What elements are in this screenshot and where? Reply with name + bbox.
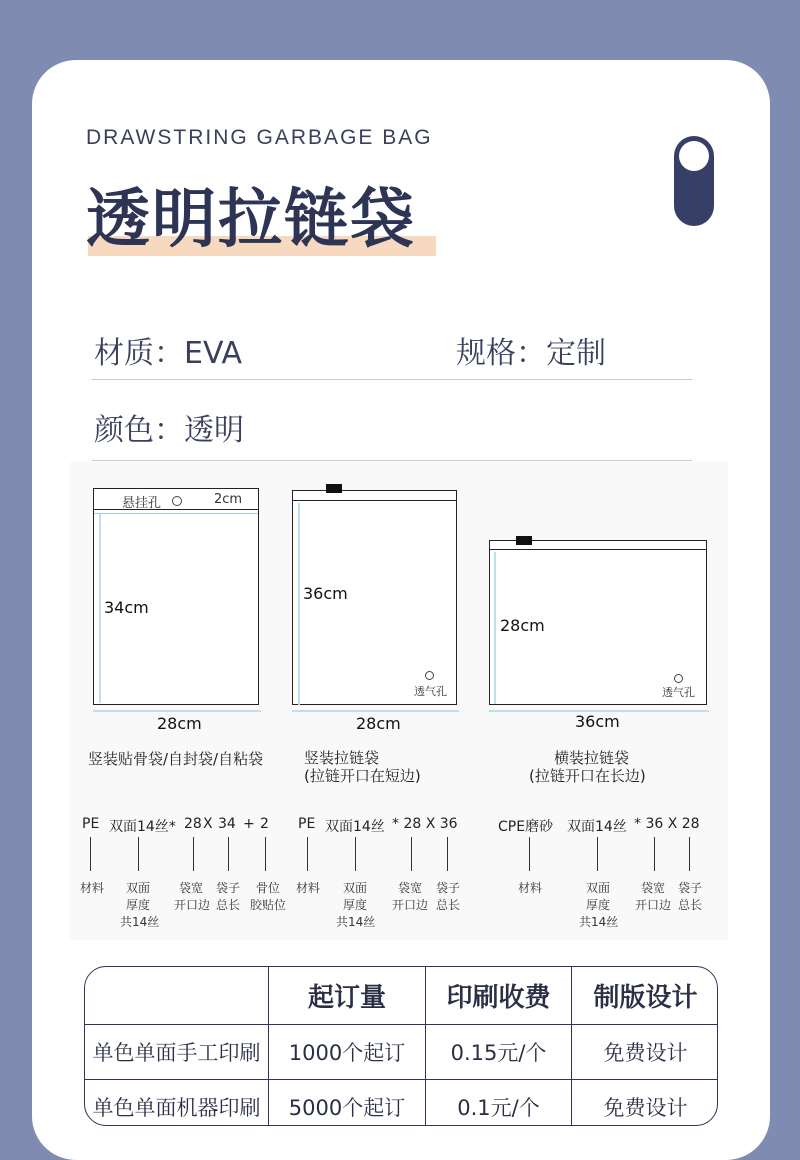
tick-label-thickness-1: 双面 — [343, 881, 368, 895]
tick-label-length-1: 袋子 — [216, 881, 241, 895]
spec3-size: * 36 X 28 — [634, 816, 700, 832]
spec1-length: 34 — [218, 816, 236, 832]
tick-label-thickness-2: 厚度 — [126, 898, 151, 912]
bag2-caption-1: 竖装拉链袋 — [304, 749, 380, 767]
table-header-print-fee: 印刷收费 — [446, 983, 551, 1013]
spec-info: 规格：定制 — [456, 336, 606, 371]
tick-label-length-1: 袋子 — [678, 881, 703, 895]
bag1-width: 28cm — [157, 714, 202, 733]
tick-label-width-2: 开口边 — [174, 898, 211, 912]
bag1-outline — [93, 488, 259, 705]
tick-label-thickness-2: 厚度 — [343, 898, 368, 912]
bag3-caption-1: 横装拉链袋 — [554, 749, 630, 767]
bag3-caption-2: (拉链开口在长边) — [529, 767, 646, 785]
spec1-width: 28 — [184, 816, 202, 832]
table-cell: 0.15元/个 — [450, 1041, 547, 1065]
spec2-material: PE — [298, 816, 316, 832]
tick — [529, 837, 530, 871]
tick-label-width-2: 开口边 — [392, 898, 429, 912]
tick — [90, 837, 91, 871]
hang-hole-icon — [172, 496, 182, 506]
bag1-top-height: 2cm — [214, 492, 243, 507]
bag2-width: 28cm — [356, 714, 401, 733]
tick-label-length-1: 袋子 — [436, 881, 461, 895]
tick-label-length-2: 总长 — [436, 898, 461, 912]
tick — [654, 837, 655, 871]
tick-label-width-1: 袋宽 — [179, 881, 204, 895]
table-header-moq: 起订量 — [307, 983, 386, 1013]
spec2-size: * 28 X 36 — [392, 816, 458, 832]
bag2-zip-seam — [293, 500, 456, 501]
bag1-side-line — [99, 513, 101, 703]
page-title: 透明拉链袋 — [86, 183, 416, 257]
bag2-height: 36cm — [303, 584, 348, 603]
tick-label-thickness-3: 共14丝 — [336, 915, 376, 929]
tick-label-length-2: 总长 — [216, 898, 241, 912]
tick-label-thickness-3: 共14丝 — [579, 915, 619, 929]
bag3-width: 36cm — [575, 712, 620, 731]
spec1-thickness: 双面14丝* — [109, 819, 176, 835]
bag2-side-line — [298, 503, 300, 705]
color-info: 颜色：透明 — [94, 413, 244, 448]
bag3-side-line — [494, 552, 496, 704]
bag1-width-line — [93, 710, 261, 712]
zipper-pull-icon — [326, 484, 342, 493]
tick-label-material: 材料 — [518, 881, 543, 895]
table-header-design: 制版设计 — [593, 983, 698, 1013]
tick-label-bone-2: 胶贴位 — [250, 898, 287, 912]
vent-hole-icon — [425, 671, 434, 680]
bag2-width-line — [292, 710, 459, 712]
bag2-caption-2: (拉链开口在短边) — [304, 767, 421, 785]
tick — [447, 837, 448, 871]
tick-label-thickness-1: 双面 — [586, 881, 611, 895]
spec1-bone: 2 — [260, 816, 269, 832]
spec1-x: X — [203, 816, 213, 832]
spec1-material: PE — [82, 816, 100, 832]
tick — [689, 837, 690, 871]
bag1-hang-hole-label: 悬挂孔 — [122, 496, 162, 511]
english-subtitle: DRAWSTRING GARBAGE BAG — [86, 126, 433, 149]
tick — [193, 837, 194, 871]
tick-label-length-2: 总长 — [678, 898, 703, 912]
toggle-pill-icon — [674, 136, 714, 226]
zipper-pull-icon — [516, 536, 532, 545]
tick — [138, 837, 139, 871]
tick-label-width-1: 袋宽 — [641, 881, 666, 895]
divider — [92, 379, 692, 380]
bag2-vent-label: 透气孔 — [414, 685, 447, 698]
table-cell: 免费设计 — [603, 1096, 688, 1120]
table-cell: 单色单面机器印刷 — [92, 1096, 261, 1120]
tick-label-thickness-1: 双面 — [126, 881, 151, 895]
tick — [411, 837, 412, 871]
bag3-vent-label: 透气孔 — [662, 686, 695, 699]
bag1-top-seam — [94, 509, 258, 510]
vent-hole-icon — [674, 674, 683, 683]
tick-label-bone-1: 骨位 — [256, 881, 281, 895]
tick — [265, 837, 266, 871]
table-cell: 0.1元/个 — [457, 1096, 540, 1120]
bag1-height: 34cm — [104, 598, 149, 617]
table-cell: 5000个起订 — [288, 1096, 406, 1120]
table-cell: 单色单面手工印刷 — [92, 1041, 261, 1065]
tick-label-width-1: 袋宽 — [398, 881, 423, 895]
bag3-zip-seam — [490, 549, 706, 550]
tick-label-width-2: 开口边 — [635, 898, 672, 912]
tick-label-thickness-2: 厚度 — [586, 898, 611, 912]
bag1-inner-seam — [94, 513, 258, 514]
spec3-material: CPE磨砂 — [498, 819, 554, 835]
tick-label-material: 材料 — [80, 881, 105, 895]
spec3-thickness: 双面14丝 — [567, 819, 627, 835]
tick-label-thickness-3: 共14丝 — [120, 915, 160, 929]
material-info: 材质：EVA — [94, 336, 243, 371]
bag-diagram — [70, 462, 728, 940]
tick — [355, 837, 356, 871]
table-header-cell — [85, 967, 268, 1024]
table-cell: 1000个起订 — [288, 1041, 406, 1065]
tick — [307, 837, 308, 871]
spec1-plus: + — [243, 816, 255, 832]
pricing-table — [84, 966, 718, 1126]
tick-label-material: 材料 — [296, 881, 321, 895]
divider — [92, 460, 692, 461]
pill-dot — [679, 141, 709, 171]
bag1-caption: 竖装贴骨袋/自封袋/自粘袋 — [88, 750, 264, 768]
tick — [228, 837, 229, 871]
title-block — [86, 178, 416, 262]
spec2-thickness: 双面14丝 — [325, 819, 385, 835]
table-cell: 免费设计 — [603, 1041, 688, 1065]
bag3-height: 28cm — [500, 616, 545, 635]
tick — [597, 837, 598, 871]
